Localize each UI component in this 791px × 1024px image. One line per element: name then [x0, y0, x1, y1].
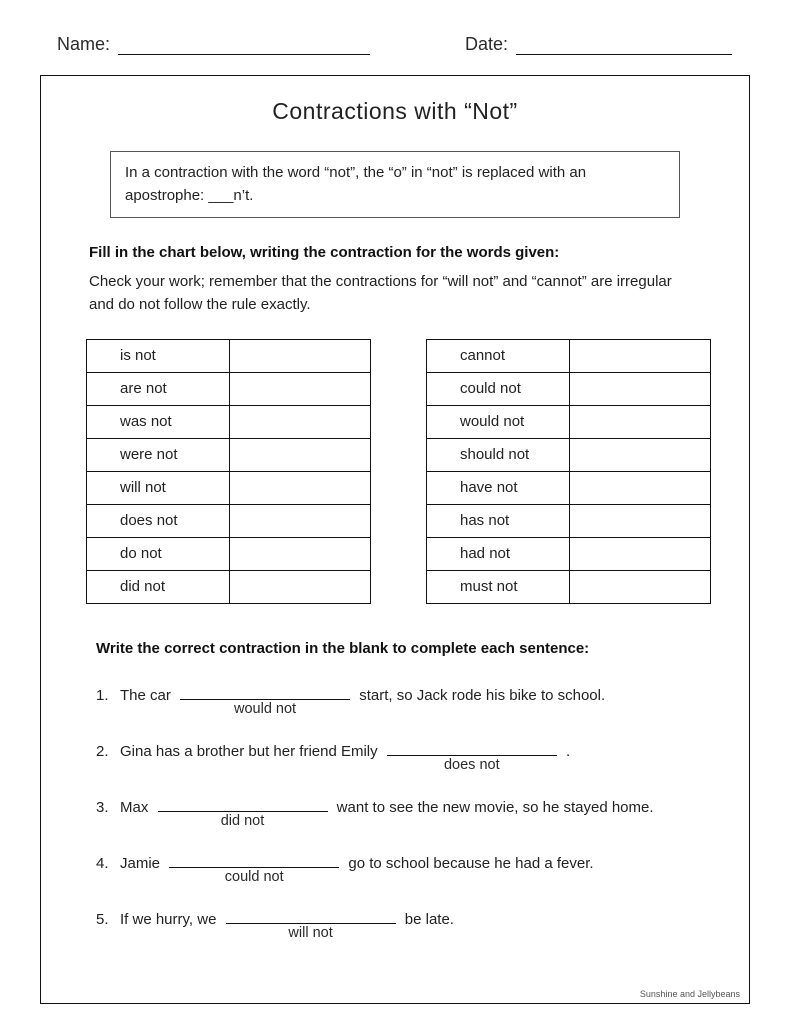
table-row	[427, 405, 711, 438]
answer-cell[interactable]	[229, 570, 370, 603]
answer-cell[interactable]	[569, 438, 710, 471]
sentence-text-after: start, so Jack rode his bike to school.	[355, 686, 606, 704]
left-contraction-table	[86, 339, 371, 604]
date-label: Date:	[464, 34, 508, 54]
word-cell: has not	[427, 504, 570, 537]
word-cell: should not	[427, 438, 570, 471]
header	[57, 34, 732, 55]
sentence-text-after: be late.	[400, 910, 454, 928]
answer-cell[interactable]	[229, 372, 370, 405]
sentence-number: 1.	[96, 686, 109, 704]
sentence-text-after: want to see the new movie, so he stayed home.	[332, 798, 654, 816]
table-row	[427, 372, 711, 405]
word-cell: cannot	[427, 339, 570, 372]
rule-box	[110, 151, 680, 218]
word-cell: are not	[87, 372, 230, 405]
contraction-tables	[86, 339, 749, 604]
word-cell: must not	[427, 570, 570, 603]
answer-cell[interactable]	[569, 504, 710, 537]
answer-cell[interactable]	[229, 438, 370, 471]
table-row	[87, 438, 371, 471]
sentence-text-before: If we hurry, we	[120, 910, 221, 928]
table-row	[427, 504, 711, 537]
sentence-text-before: Jamie	[120, 854, 165, 872]
right-contraction-table	[426, 339, 711, 604]
answer-cell[interactable]	[229, 471, 370, 504]
sentence-item-1	[96, 685, 719, 717]
sentence-item-3	[96, 797, 719, 829]
sentence-blank[interactable]	[180, 685, 350, 717]
sentence-instruction: Write the correct contraction in the blank to complete each sentence:	[96, 639, 590, 657]
sentence-blank[interactable]	[387, 741, 557, 773]
worksheet-body	[40, 75, 750, 1004]
sentence-item-2	[96, 741, 719, 773]
name-label: Name:	[57, 34, 111, 54]
word-cell: did not	[87, 570, 230, 603]
sentence-blank[interactable]	[226, 909, 396, 941]
table-row	[427, 471, 711, 504]
sentence-item-5	[96, 909, 719, 941]
chart-instruction: Fill in the chart below, writing the contraction for the words given:	[89, 244, 560, 261]
answer-cell[interactable]	[229, 537, 370, 570]
answer-cell[interactable]	[569, 570, 710, 603]
answer-text: does not	[443, 756, 500, 773]
table-row	[87, 405, 371, 438]
table-row	[87, 537, 371, 570]
table-row	[87, 471, 371, 504]
name-blank-line[interactable]	[118, 39, 370, 55]
sentence-blank[interactable]	[158, 797, 328, 829]
word-cell: have not	[427, 471, 570, 504]
word-cell: is not	[87, 339, 230, 372]
table-row	[427, 537, 711, 570]
table-row	[427, 570, 711, 603]
sentence-number: 5.	[96, 910, 109, 928]
answer-cell[interactable]	[229, 504, 370, 537]
rule-text: In a contraction with the word “not”, the “o” in “not” is replaced with an apostrophe: ___n’t.	[125, 164, 587, 204]
table-row	[87, 372, 371, 405]
word-cell: do not	[87, 537, 230, 570]
sentence-text-before: Gina has a brother but her friend Emily	[120, 742, 382, 760]
answer-text: did not	[220, 812, 265, 829]
sentence-text-before: The car	[120, 686, 176, 704]
sentence-number: 2.	[96, 742, 109, 760]
answer-cell[interactable]	[569, 471, 710, 504]
sentence-text-after: .	[561, 742, 571, 760]
sentence-item-4	[96, 853, 719, 885]
table-row	[87, 504, 371, 537]
table-row	[427, 339, 711, 372]
word-cell: had not	[427, 537, 570, 570]
footer-credit: Sunshine and Jellybeans	[639, 989, 740, 999]
sentence-blank[interactable]	[169, 853, 339, 885]
answer-cell[interactable]	[569, 537, 710, 570]
word-cell: does not	[87, 504, 230, 537]
sentence-list	[96, 685, 719, 941]
sentence-text-after: go to school because he had a fever.	[344, 854, 594, 872]
answer-text: will not	[288, 924, 333, 941]
answer-cell[interactable]	[229, 405, 370, 438]
answer-cell[interactable]	[229, 339, 370, 372]
page-title: Contractions with “Not”	[272, 98, 518, 124]
answer-text: would not	[233, 700, 297, 717]
word-cell: would not	[427, 405, 570, 438]
word-cell: will not	[87, 471, 230, 504]
table-row	[87, 570, 371, 603]
chart-note: Check your work; remember that the contractions for “will not” and “cannot” are irregular and do not follow the rule exactly.	[89, 273, 672, 314]
answer-text: could not	[224, 868, 284, 885]
answer-cell[interactable]	[569, 405, 710, 438]
word-cell: was not	[87, 405, 230, 438]
table-row	[427, 438, 711, 471]
date-field	[465, 34, 732, 55]
date-blank-line[interactable]	[516, 39, 732, 55]
word-cell: could not	[427, 372, 570, 405]
sentence-text-before: Max	[120, 798, 153, 816]
sentence-number: 4.	[96, 854, 109, 872]
table-row	[87, 339, 371, 372]
sentence-number: 3.	[96, 798, 109, 816]
word-cell: were not	[87, 438, 230, 471]
name-field	[57, 34, 370, 55]
answer-cell[interactable]	[569, 339, 710, 372]
answer-cell[interactable]	[569, 372, 710, 405]
